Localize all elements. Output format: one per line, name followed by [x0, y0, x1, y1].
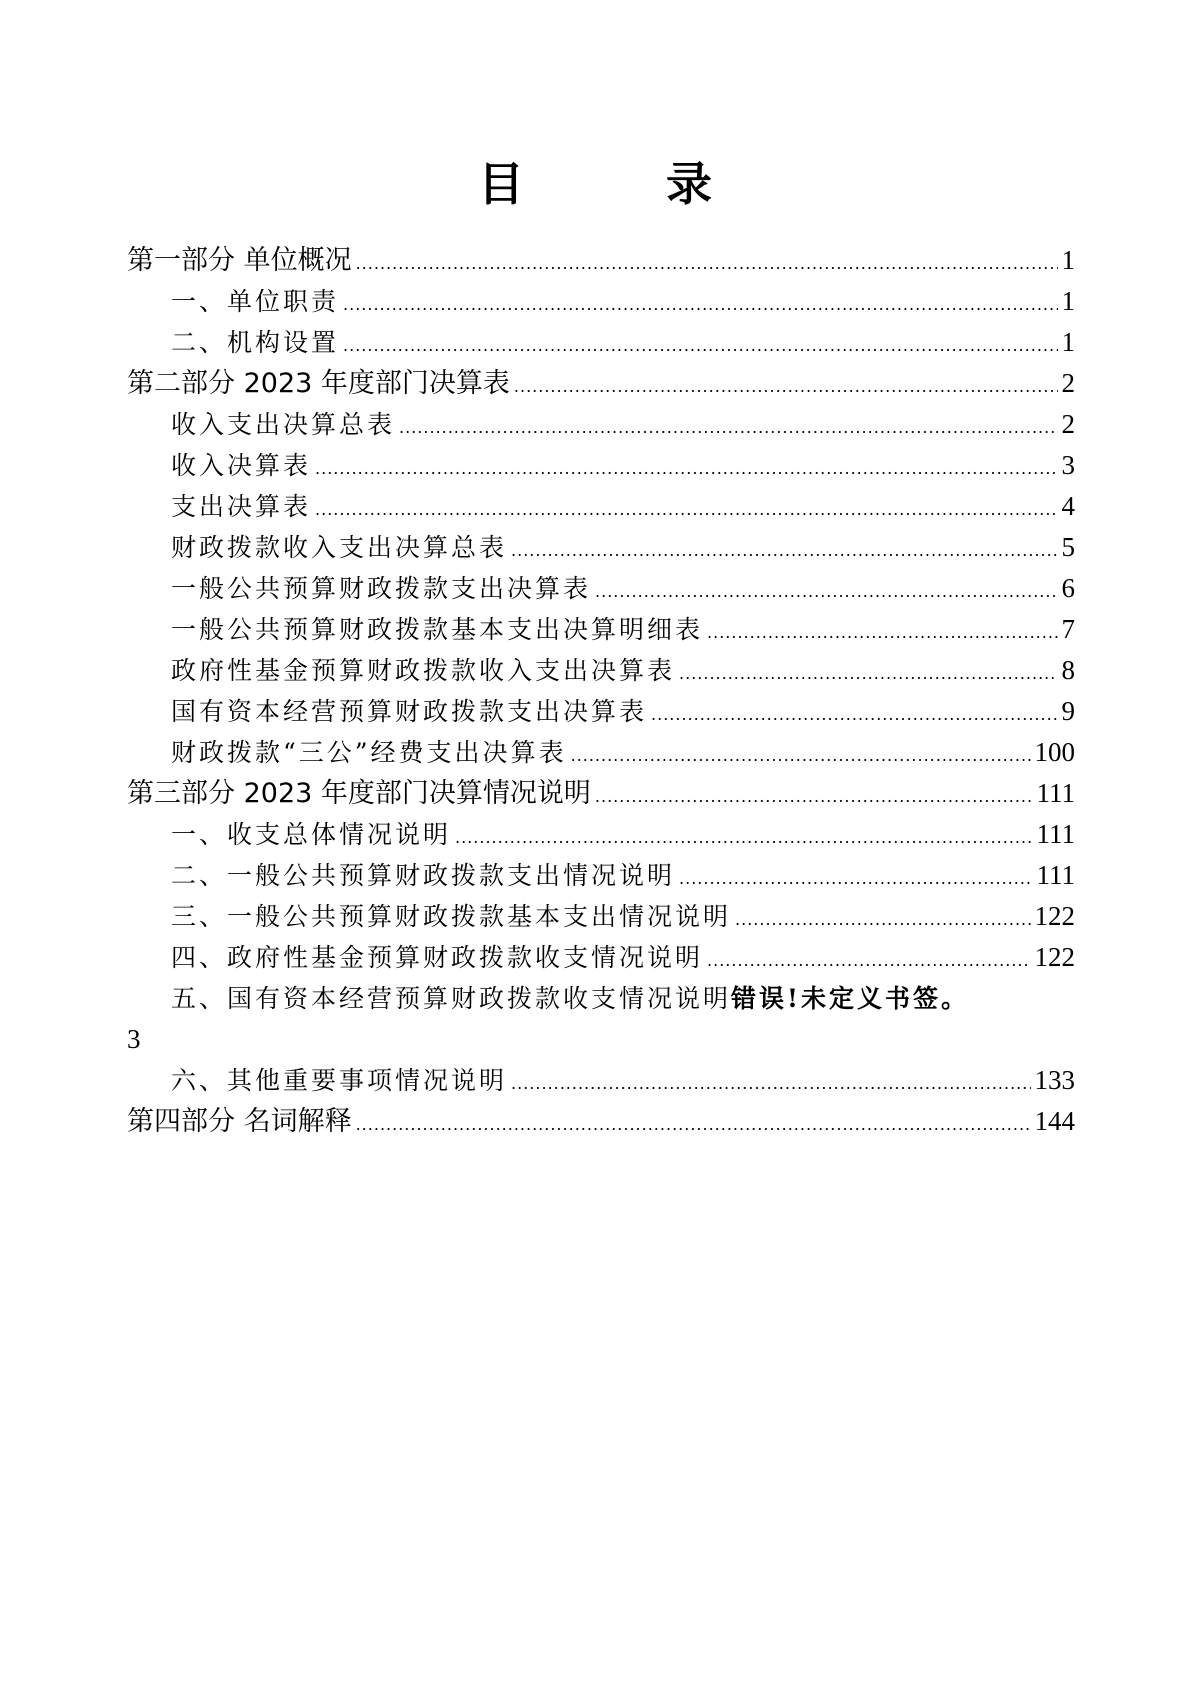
toc-entry-part-1[interactable]: [127, 240, 1075, 281]
leader-dots: [315, 489, 1057, 530]
leader-dots: [571, 735, 1031, 776]
toc-entry-broken[interactable]: [127, 978, 1075, 1060]
toc-entry[interactable]: [127, 404, 1075, 445]
leader-dots: [399, 407, 1057, 448]
table-of-contents: [127, 240, 1075, 1142]
leader-dots: [651, 694, 1057, 735]
leader-dots: [343, 284, 1057, 325]
toc-page-number: 111: [1036, 819, 1075, 849]
toc-title: 目 录: [478, 157, 760, 211]
toc-entry-label: 一般公共预算财政拨款基本支出决算明细表: [171, 615, 704, 644]
leader-dots: [595, 571, 1057, 612]
leader-dots: [514, 366, 1058, 407]
toc-entry[interactable]: [127, 568, 1075, 609]
toc-entry-label: 第三部分 2023 年度部门决算情况说明: [127, 778, 591, 809]
toc-entry[interactable]: [127, 814, 1075, 855]
toc-page-number: 133: [1034, 1065, 1075, 1095]
leader-dots: [735, 899, 1030, 940]
toc-entry-part-2[interactable]: [127, 363, 1075, 404]
toc-entry-part-3[interactable]: [127, 773, 1075, 814]
toc-page-number: 1: [1061, 286, 1075, 316]
leader-dots: [707, 612, 1057, 653]
toc-entry-label: 第四部分 名词解释: [127, 1106, 352, 1137]
toc-entry-label: 第一部分 单位概况: [127, 245, 352, 276]
toc-entry[interactable]: [127, 322, 1075, 363]
toc-page-number: 3: [1061, 450, 1075, 480]
leader-dots: [315, 448, 1057, 489]
toc-entry-label: 三、一般公共预算财政拨款基本支出情况说明: [171, 902, 732, 931]
toc-entry-label: 财政拨款收入支出决算总表: [171, 533, 508, 562]
toc-entry[interactable]: [127, 855, 1075, 896]
toc-entry-label: 政府性基金预算财政拨款收入支出决算表: [171, 656, 676, 685]
toc-entry-label: 财政拨款“三公”经费支出决算表: [171, 738, 567, 767]
leader-dots: [356, 1104, 1031, 1145]
leader-dots: [455, 817, 1032, 858]
bookmark-error-text: 错误!未定义书签。: [731, 984, 969, 1013]
toc-page-number: 144: [1034, 1106, 1075, 1136]
leader-dots: [707, 940, 1030, 981]
toc-entry[interactable]: [127, 445, 1075, 486]
leader-dots: [343, 325, 1057, 366]
toc-entry[interactable]: [127, 281, 1075, 322]
toc-page-number: 3: [127, 1024, 141, 1054]
toc-entry[interactable]: [127, 609, 1075, 650]
toc-page-number: 1: [1061, 245, 1075, 275]
toc-entry[interactable]: [127, 527, 1075, 568]
toc-page-number: 1: [1061, 327, 1075, 357]
leader-dots: [595, 776, 1033, 817]
toc-page-number: 111: [1036, 778, 1075, 808]
leader-dots: [679, 858, 1032, 899]
toc-entry-label: 收入决算表: [171, 451, 312, 480]
leader-dots: [511, 530, 1057, 571]
toc-page-number: 9: [1061, 696, 1075, 726]
toc-entry[interactable]: [127, 732, 1075, 773]
toc-entry[interactable]: [127, 691, 1075, 732]
toc-entry-part-4[interactable]: [127, 1101, 1075, 1142]
toc-page-number: 7: [1061, 614, 1075, 644]
toc-entry-label: 二、一般公共预算财政拨款支出情况说明: [171, 861, 676, 890]
toc-page-number: 100: [1034, 737, 1075, 767]
toc-entry-label: 国有资本经营预算财政拨款支出决算表: [171, 697, 648, 726]
toc-entry-label: 二、机构设置: [171, 328, 340, 357]
leader-dots: [356, 243, 1058, 284]
toc-entry[interactable]: [127, 486, 1075, 527]
toc-page-number: 6: [1061, 573, 1075, 603]
toc-page-number: 122: [1034, 901, 1075, 931]
toc-page-number: 5: [1061, 532, 1075, 562]
toc-page-number: 111: [1036, 860, 1075, 890]
toc-entry-label: 一般公共预算财政拨款支出决算表: [171, 574, 592, 603]
toc-entry-label: 一、收支总体情况说明: [171, 820, 452, 849]
toc-entry-label: 收入支出决算总表: [171, 410, 396, 439]
toc-entry-label: 第二部分 2023 年度部门决算表: [127, 368, 510, 399]
leader-dots: [511, 1063, 1030, 1104]
toc-entry-label: 支出决算表: [171, 492, 312, 521]
toc-entry[interactable]: [127, 1060, 1075, 1101]
toc-entry[interactable]: [127, 650, 1075, 691]
toc-entry-label: 六、其他重要事项情况说明: [171, 1066, 508, 1095]
leader-dots: [679, 653, 1057, 694]
toc-page-number: 2: [1061, 409, 1075, 439]
toc-entry[interactable]: [127, 937, 1075, 978]
toc-entry[interactable]: [127, 896, 1075, 937]
toc-entry-label: 四、政府性基金预算财政拨款收支情况说明: [171, 943, 704, 972]
toc-entry-label: 一、单位职责: [171, 287, 340, 316]
toc-entry-label: 五、国有资本经营预算财政拨款收支情况说明: [171, 984, 732, 1013]
toc-page-number: 4: [1061, 491, 1075, 521]
toc-page-number: 2: [1061, 368, 1075, 398]
toc-page-number: 8: [1061, 655, 1075, 685]
toc-page-number: 122: [1034, 942, 1075, 972]
